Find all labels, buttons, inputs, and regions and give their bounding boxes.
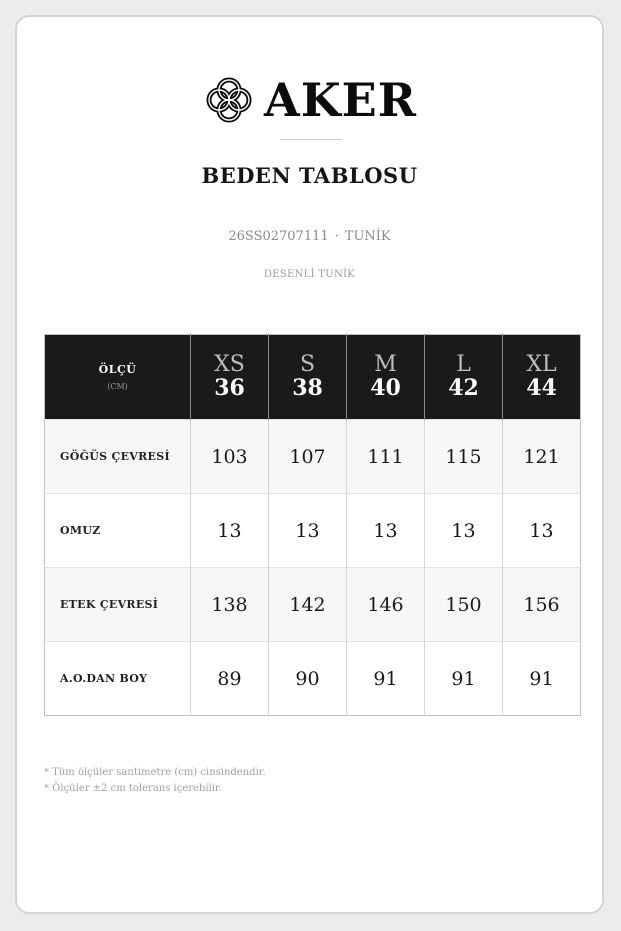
- size-chart-card: [15, 15, 604, 914]
- table-cell: 150: [425, 568, 503, 642]
- size-number: 38: [292, 375, 323, 402]
- brand-logo: [17, 73, 602, 127]
- table-cell: 13: [191, 494, 269, 568]
- size-number: 40: [370, 375, 401, 402]
- table-row: [45, 420, 581, 494]
- row-label: A.O.DAN BOY: [45, 642, 191, 716]
- table-row: [45, 642, 581, 716]
- table-cell: 156: [503, 568, 581, 642]
- size-code: XS: [214, 352, 245, 378]
- row-label: OMUZ: [45, 494, 191, 568]
- header-size-xs: [191, 335, 269, 420]
- table-row: [45, 568, 581, 642]
- table-cell: 13: [425, 494, 503, 568]
- header-size-xl: [503, 335, 581, 420]
- size-code: M: [374, 352, 397, 378]
- product-line: [17, 229, 602, 244]
- table-header-row: [45, 335, 581, 420]
- footnote: * Tüm ölçüler santimetre (cm) cinsindendir.: [44, 767, 266, 778]
- footnotes: [44, 765, 266, 797]
- table-cell: 121: [503, 420, 581, 494]
- header-unit: (CM): [107, 382, 128, 391]
- interlaced-knot-icon: [202, 73, 256, 127]
- table-cell: 115: [425, 420, 503, 494]
- header-measure-cell: [45, 335, 191, 420]
- header-size-s: [269, 335, 347, 420]
- header-label: ÖLÇÜ: [98, 363, 137, 376]
- table-cell: 89: [191, 642, 269, 716]
- product-description: DESENLİ TUNİK: [263, 269, 356, 280]
- size-number: 44: [526, 375, 557, 402]
- row-label: ETEK ÇEVRESİ: [45, 568, 191, 642]
- brand-name: AKER: [264, 73, 417, 127]
- table-cell: 111: [347, 420, 425, 494]
- table-cell: 91: [425, 642, 503, 716]
- separator-dot: ·: [334, 229, 339, 244]
- header-size-l: [425, 335, 503, 420]
- table-cell: 91: [347, 642, 425, 716]
- size-table: [44, 334, 581, 716]
- title-divider: [280, 139, 342, 140]
- footnote: * Ölçüler ±2 cm tolerans içerebilir.: [44, 783, 222, 794]
- size-code: L: [456, 352, 471, 378]
- table-cell: 90: [269, 642, 347, 716]
- size-number: 42: [448, 375, 479, 402]
- table-cell: 13: [347, 494, 425, 568]
- header-size-m: [347, 335, 425, 420]
- table-cell: 146: [347, 568, 425, 642]
- table-cell: 142: [269, 568, 347, 642]
- table-cell: 107: [269, 420, 347, 494]
- table-cell: 138: [191, 568, 269, 642]
- table-cell: 13: [503, 494, 581, 568]
- table-row: [45, 494, 581, 568]
- page-title: BEDEN TABLOSU: [201, 163, 418, 188]
- table-cell: 91: [503, 642, 581, 716]
- product-type: TUNİK: [344, 229, 391, 244]
- size-code: XL: [526, 352, 557, 378]
- table-cell: 13: [269, 494, 347, 568]
- row-label: GÖĞÜS ÇEVRESİ: [45, 420, 191, 494]
- size-code: S: [299, 352, 316, 378]
- product-code: 26SS02707111: [228, 229, 329, 244]
- size-number: 36: [214, 375, 245, 402]
- table-cell: 103: [191, 420, 269, 494]
